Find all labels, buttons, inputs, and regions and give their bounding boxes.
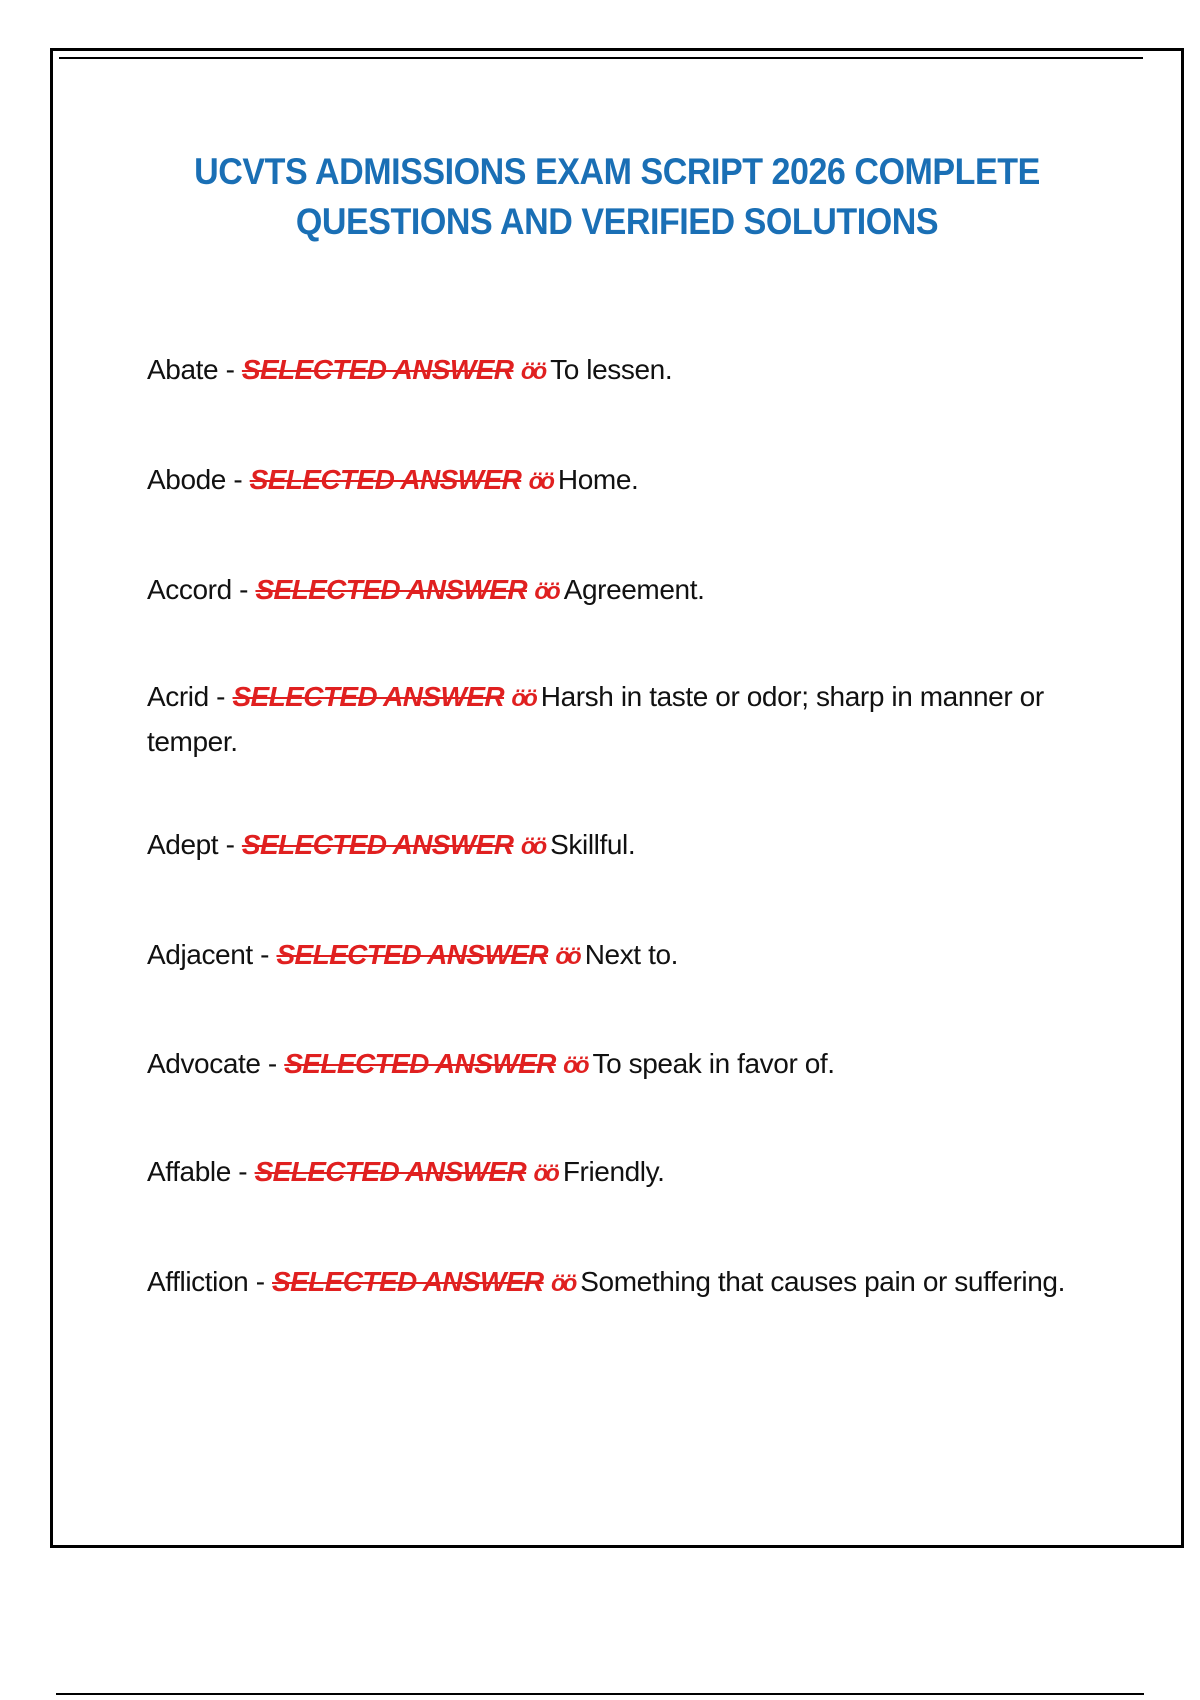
term-separator: - <box>225 464 250 495</box>
vocab-definition: Something that causes pain or suffering. <box>580 1266 1065 1297</box>
selected-answer-label: SELECTED ANSWER <box>272 1266 544 1297</box>
answer-marker: öö <box>528 468 552 495</box>
vocab-entry <box>147 1260 1137 1305</box>
vocab-term: Adjacent <box>147 939 253 970</box>
vocab-term: Affable <box>147 1156 231 1187</box>
selected-answer-label: SELECTED ANSWER <box>284 1048 556 1079</box>
vocab-entry <box>147 823 1137 868</box>
term-separator: - <box>230 1156 255 1187</box>
bottom-rule <box>56 1693 1144 1695</box>
term-separator: - <box>218 829 242 860</box>
selected-answer-label: SELECTED ANSWER <box>241 829 514 860</box>
vocab-term: Abode <box>147 464 226 495</box>
term-separator: - <box>260 1048 285 1079</box>
top-rule <box>59 57 1143 59</box>
answer-marker: öö <box>511 685 535 712</box>
vocab-definition: Agreement. <box>563 574 705 605</box>
vocab-definition: Next to. <box>584 939 679 970</box>
selected-answer-label: SELECTED ANSWER <box>255 574 527 605</box>
vocab-definition: To speak in favor of. <box>592 1048 835 1079</box>
answer-marker: öö <box>520 833 545 860</box>
vocab-entry <box>147 1042 1137 1087</box>
vocab-term: Advocate <box>147 1048 261 1079</box>
selected-answer-label: SELECTED ANSWER <box>249 464 522 495</box>
term-separator: - <box>218 354 242 385</box>
term-separator: - <box>248 1266 273 1297</box>
vocab-definition: Skillful. <box>550 829 636 860</box>
selected-answer-label: SELECTED ANSWER <box>232 681 505 712</box>
answer-marker: öö <box>534 578 558 605</box>
vocab-term: Accord <box>147 574 232 605</box>
selected-answer-label: SELECTED ANSWER <box>276 939 548 970</box>
vocab-definition: To lessen. <box>550 354 673 385</box>
vocab-definition: Friendly. <box>562 1156 665 1187</box>
term-separator: - <box>208 681 233 712</box>
vocab-entry <box>147 933 1137 978</box>
selected-answer-label: SELECTED ANSWER <box>254 1156 527 1187</box>
answer-marker: öö <box>533 1160 557 1187</box>
vocab-term: Adept <box>147 829 219 860</box>
vocab-entry <box>147 348 1137 393</box>
selected-answer-label: SELECTED ANSWER <box>241 354 514 385</box>
title-line-2: QUESTIONS AND VERIFIED SOLUTIONS <box>295 201 939 242</box>
vocab-definition: Home. <box>557 464 639 495</box>
vocab-definition: Harsh in taste or odor; sharp in manner or temper. <box>147 681 1044 757</box>
vocab-term: Abate <box>147 354 219 385</box>
answer-marker: öö <box>555 943 579 970</box>
document-title <box>190 147 1044 247</box>
vocab-entry <box>147 458 1137 503</box>
page-frame <box>50 48 1184 1548</box>
title-line-1: UCVTS ADMISSIONS EXAM SCRIPT 2026 COMPLETE <box>194 151 1040 192</box>
term-separator: - <box>231 574 256 605</box>
answer-marker: öö <box>520 358 545 385</box>
vocab-entry <box>147 1150 1137 1195</box>
vocab-entry <box>147 568 1137 613</box>
vocab-entry <box>147 675 1137 763</box>
vocab-term: Affliction <box>147 1266 249 1297</box>
term-separator: - <box>252 939 277 970</box>
answer-marker: öö <box>550 1270 575 1297</box>
answer-marker: öö <box>563 1052 587 1079</box>
vocab-term: Acrid <box>147 681 209 712</box>
